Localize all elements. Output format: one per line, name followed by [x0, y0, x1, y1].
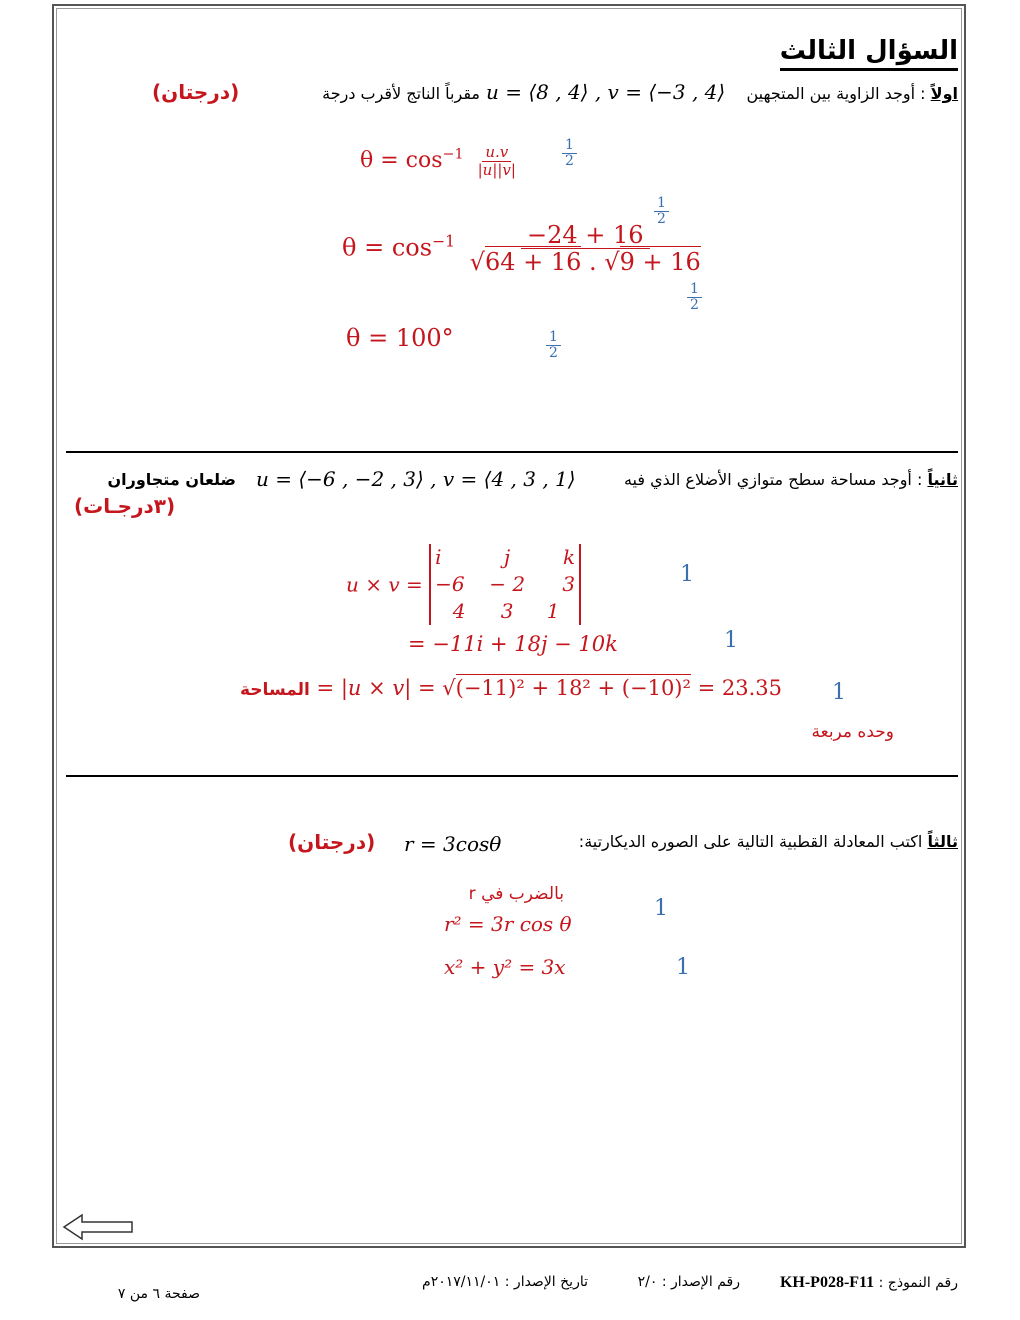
q1-step1-den: |u||v| — [477, 160, 516, 179]
footer-version-value: ٢/٠ — [637, 1274, 658, 1290]
q2-vectors: u = ⟨−6 , −2 , 3⟩ , v = ⟨4 , 3 , 1⟩ — [256, 467, 576, 491]
q1-step2-den-a: 64 + 16 — [484, 248, 582, 277]
q1-score-half-2 — [654, 196, 669, 228]
q2-prompt-line — [624, 470, 958, 489]
q2-area-value: = 23.35 — [697, 676, 782, 700]
q1-step2-num: −24 + 16 — [521, 222, 650, 249]
half-num: 1 — [562, 138, 577, 154]
q1-prompt: : أوجد الزاوية بين المتجهين — [746, 84, 926, 103]
q2-prompt-end: ضلعان متجاوران — [107, 470, 236, 489]
q1-step2-den-b: 9 + 16 — [619, 248, 701, 277]
back-arrow-icon[interactable] — [62, 1212, 134, 1242]
matrix-cell: k — [563, 545, 576, 569]
half-den: 2 — [565, 153, 574, 170]
q3-step1: r² = 3r cos θ — [444, 912, 572, 936]
q1-score-half-1 — [562, 138, 577, 170]
footer-date-label: تاريخ الإصدار : — [504, 1274, 588, 1290]
q3-label: ثالثاً — [927, 832, 958, 851]
footer-date-value: ٢٠١٧/١١/٠١م — [422, 1274, 501, 1290]
footer-version-label: رقم الإصدار : — [661, 1274, 740, 1290]
q3-score-1: 1 — [654, 896, 668, 921]
q2-area-label: المساحة — [240, 680, 310, 700]
divider-2 — [66, 775, 958, 777]
q3-equation: r = 3cosθ — [404, 832, 502, 856]
q1-step1-num: u.v — [482, 144, 511, 162]
matrix-cell: i — [435, 545, 442, 569]
half-den: 2 — [657, 211, 666, 228]
q3-points: (درجتان) — [288, 830, 376, 854]
q1-step1-fraction — [475, 144, 519, 178]
q2-score-3: 1 — [832, 680, 846, 705]
matrix-cell: 3 — [562, 572, 576, 596]
footer-version — [638, 1274, 740, 1290]
matrix-cell: 3 — [500, 599, 514, 623]
q2-points: (٣درجـات) — [74, 494, 176, 518]
q3-prompt-line — [579, 832, 958, 851]
q2-cross-result: = −11i + 18j − 10k — [408, 632, 618, 656]
q2-unit: وحده مربعة — [811, 722, 894, 742]
q2-cross-product — [346, 544, 581, 625]
q2-area-radicand: (−11)² + 18² + (−10)² — [455, 676, 691, 700]
q2-score-1: 1 — [680, 562, 694, 587]
footer-model — [780, 1274, 958, 1292]
footer-model-label: رقم النموذج : — [878, 1275, 958, 1291]
q1-score-half-3 — [687, 282, 702, 314]
q2-determinant — [429, 544, 581, 625]
q1-step1: $\theta = \cos^{-1}$ $\frac{u.v}{|u||v|}$ — [360, 144, 519, 178]
q1-step2: $\theta = \cos^{-1}$ $\frac{-24 + 16}{√64 + 16 . √9 + 16}$ — [342, 222, 704, 276]
matrix-cell: −6 — [435, 572, 465, 596]
matrix-cell: j — [504, 545, 511, 569]
q1-step2-fraction — [467, 222, 704, 276]
half-den: 2 — [549, 345, 558, 362]
q2-area-expr: = |u × v| = — [316, 676, 436, 700]
page-border-inner — [56, 8, 962, 1244]
q3-step2: x² + y² = 3x — [444, 955, 566, 979]
half-num: 1 — [546, 330, 561, 346]
half-num: 1 — [687, 282, 702, 298]
q1-step3: θ = 100° — [346, 324, 454, 352]
divider-1 — [66, 451, 958, 453]
footer-page-number: صفحة ٦ من ٧ — [117, 1286, 200, 1302]
q1-label: اولاً — [930, 84, 958, 103]
q2-score-2: 1 — [724, 628, 738, 653]
half-den: 2 — [690, 297, 699, 314]
q3-note: بالضرب في r — [468, 884, 564, 904]
q1-step2-den: √64 + 16 . √9 + 16 — [469, 248, 701, 277]
matrix-cell: − 2 — [489, 572, 526, 596]
q1-points: (درجتان) — [152, 80, 240, 104]
q2-cross-lhs: u × v = — [346, 572, 423, 597]
q1-score-half-4 — [546, 330, 561, 362]
page-title: السؤال الثالث — [780, 36, 958, 71]
q1-prompt-end: مقرباً الناتج لأقرب درجة — [322, 84, 480, 103]
half-num: 1 — [654, 196, 669, 212]
matrix-cell: 1 — [546, 599, 560, 623]
q1-prompt-line — [746, 84, 958, 103]
matrix-cell: 4 — [452, 599, 466, 623]
q3-prompt: اكتب المعادلة القطبية التالية على الصوره الديكارتية: — [578, 832, 923, 851]
footer-model-code: KH-P028-F11 — [779, 1274, 875, 1291]
q2-label: ثانياً — [927, 470, 958, 489]
footer-date — [422, 1274, 588, 1290]
q1-vectors: u = ⟨8 , 4⟩ , v = ⟨−3 , 4⟩ — [486, 80, 726, 104]
q1-step2-lhs: θ = cos — [342, 233, 433, 262]
q3-score-2: 1 — [676, 955, 690, 980]
q2-prompt: : أوجد مساحة سطح متوازي الأضلاع الذي فيه — [623, 470, 923, 489]
q1-step1-lhs: θ = cos — [360, 148, 443, 173]
q2-area: المساحة = |u × v| = √(−11)² + 18² + (−10)² = 23.35 — [240, 676, 782, 700]
